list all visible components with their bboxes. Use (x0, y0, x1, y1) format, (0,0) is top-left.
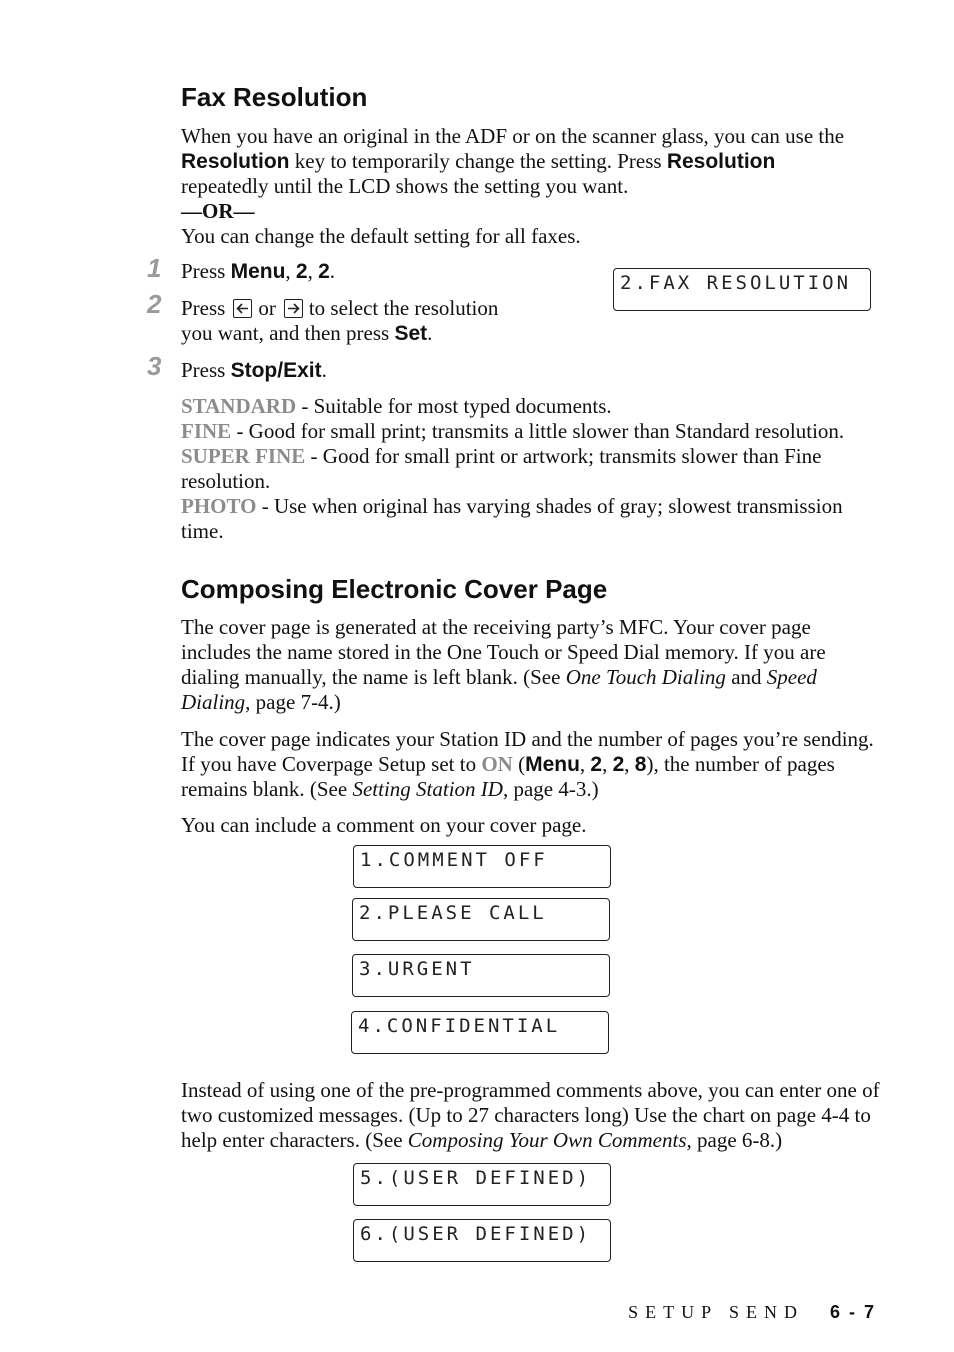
resolution-key: Resolution (181, 150, 290, 173)
stop-exit-key: Stop/Exit (230, 359, 322, 382)
resolution-options (181, 394, 881, 544)
step-number-1: 1 (147, 253, 162, 283)
section-heading-fax-resolution: Fax Resolution (181, 82, 368, 112)
lcd-user-defined-5: 5.(USER DEFINED) (353, 1163, 611, 1206)
lcd-comment-off: 1.COMMENT OFF (353, 845, 611, 888)
section-heading-cover-page: Composing Electronic Cover Page (181, 574, 608, 604)
lcd-urgent: 3.URGENT (352, 954, 610, 997)
cover-page-paragraph-2: The cover page indicates your Station ID and the number of pages you’re sending. If you have Coverpage Setup set to ON (Menu, 2, 2, 8), the number of pages remains blank. (See Setting Station ID, page 4-3.) (181, 727, 874, 801)
option-photo: PHOTO - Use when original has varying shades of gray; slowest transmission time. (181, 494, 843, 543)
menu-key: Menu (525, 753, 580, 776)
option-standard: STANDARD - Suitable for most typed documents. (181, 394, 612, 418)
lcd-please-call: 2.PLEASE CALL (352, 898, 610, 941)
menu-key: Menu (230, 260, 286, 283)
set-key: Set (394, 322, 428, 345)
resolution-key: Resolution (666, 150, 776, 173)
lcd-user-defined-6: 6.(USER DEFINED) (353, 1219, 611, 1262)
or-divider: —OR— (181, 199, 255, 223)
step-3-text: Press Stop/Exit. (181, 358, 327, 382)
right-arrow-key-icon (284, 299, 303, 318)
footer-section-title: SETUP SEND (628, 1302, 804, 1322)
lcd-confidential: 4.CONFIDENTIAL (351, 1011, 609, 1054)
step-number-3: 3 (147, 351, 162, 381)
step-1-text: Press Menu, 2, 2. (181, 259, 336, 283)
option-fine: FINE - Good for small print; transmits a little slower than Standard resolution. (181, 419, 845, 443)
fax-resolution-intro: When you have an original in the ADF or on the scanner glass, you can use the Resolution key to temporarily change the setting. Press Resolution repeatedly until the LCD shows the setting you want. —OR— You can change the default setting for all faxes. (181, 124, 845, 248)
cover-page-paragraph-1: The cover page is generated at the receiving party’s MFC. Your cover page includes the name stored in the One Touch or Speed Dial memory. If you are dialing manually, the name is left blank. (See One Touch Dialing and Speed Dialing, page 7-4.) (181, 615, 826, 714)
lcd-fax-resolution: 2.FAX RESOLUTION (613, 268, 871, 311)
left-arrow-key-icon (233, 299, 252, 318)
option-super-fine: SUPER FINE - Good for small print or artwork; transmits slower than Fine resolution. (181, 444, 822, 493)
page-number: 6 - 7 (829, 1302, 876, 1322)
cover-page-paragraph-4: Instead of using one of the pre-programmed comments above, you can enter one of two customized messages. (Up to 27 characters long) Use the chart on page 4-4 to help enter characters. (See Composing Your Own Comments, page 6-8.) (181, 1078, 880, 1152)
on-setting: ON (481, 752, 513, 776)
page-footer (628, 1300, 876, 1325)
cover-page-paragraph-3: You can include a comment on your cover page. (181, 813, 587, 837)
step-number-2: 2 (147, 289, 162, 319)
step-2-text: Press or to select the resolution you want, and then press Set. (181, 296, 499, 345)
